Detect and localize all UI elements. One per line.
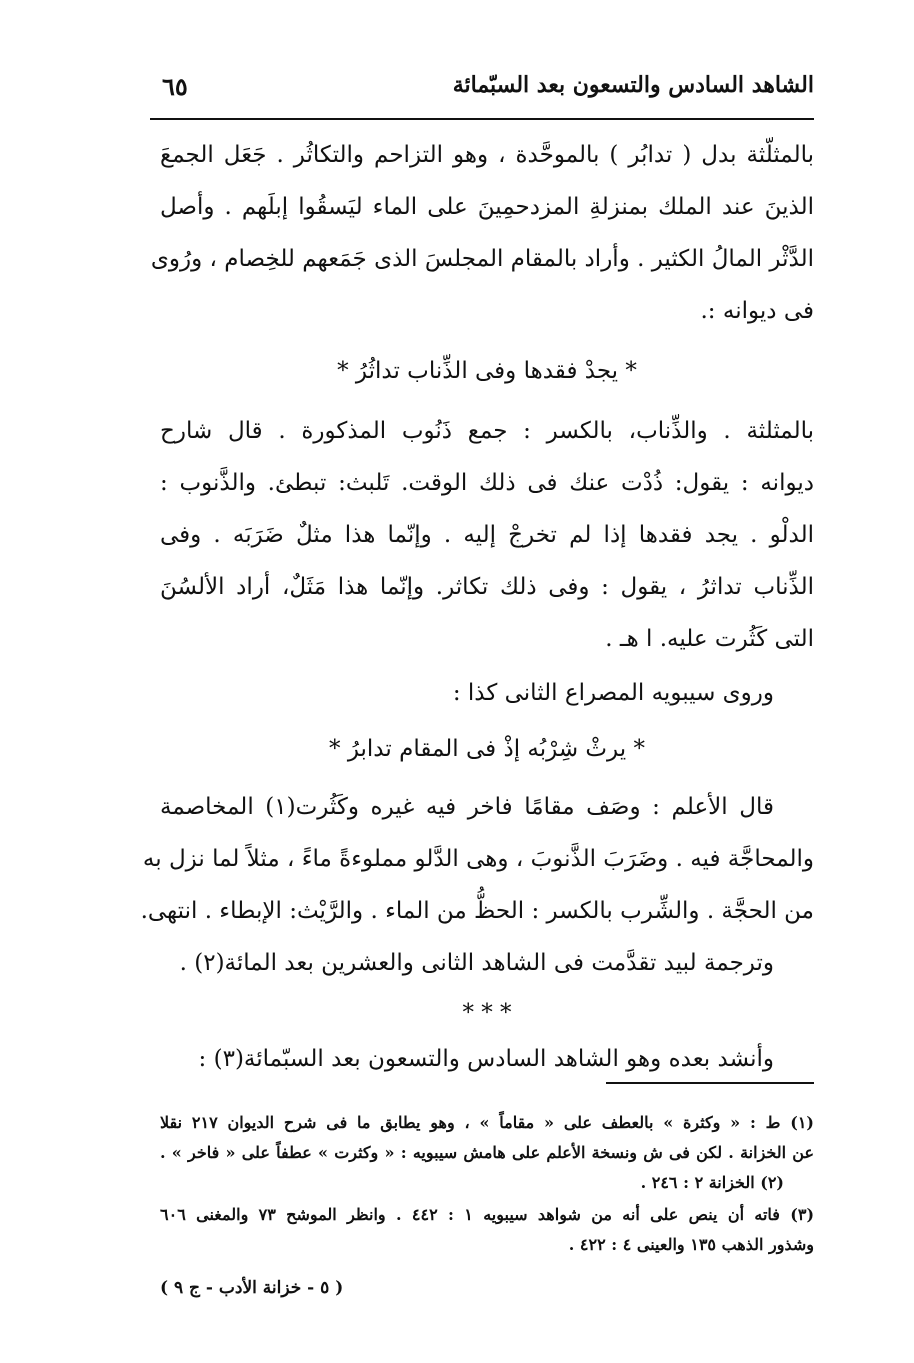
- footnote-line: وشذور الذهب ١٣٥ والعينى ٤ : ٤٢٢ .: [568, 1235, 814, 1254]
- body-line: الدلْو . يجد فقدها إذا لم تخرجْ إليه . وإنّما هذا مثلٌ ضَرَبَه . وفى: [160, 522, 814, 548]
- running-header: [150, 70, 814, 110]
- body-line: وأنشد بعده وهو الشاهد السادس والتسعون بعد السبّمائة(٣) :: [198, 1046, 774, 1072]
- running-title: الشاهد السادس والتسعون بعد السبّمائة: [452, 72, 814, 98]
- verse-line: * يرثْ شِرْبُه إذْ فى المقام تدابرُ *: [329, 736, 645, 762]
- body-line: بالمثلثة . والذِّناب، بالكسر : جمع ذَنُوب المذكورة . قال شارح: [160, 418, 814, 444]
- footnote-line: (٣) فاته أن ينص على أنه من شواهد سيبويه ١ : ٤٤٢ . وانظر الموشح ٧٣ والمغنى ٦٠٦: [160, 1205, 815, 1224]
- body-line: التى كَثُرت عليه. ا هـ .: [605, 626, 814, 652]
- body-line: والمحاجَّة فيه . وضَرَبَ الذَّنوبَ ، وهى الدَّلو مملوءةً ماءً ، مثلاً لما نزل به: [142, 846, 814, 872]
- section-divider: * * *: [462, 1000, 512, 1026]
- body-line: قال الأعلم : وصَف مقامًا فاخر فيه غيره وكَثُرت(١) المخاصمة: [160, 794, 774, 820]
- body-line: الدَّثْر المالُ الكثير . وأراد بالمقام المجلسَ الذى جَمَعهم للخِصام ، ورُوى: [150, 246, 814, 272]
- body-line: وترجمة لبيد تقدَّمت فى الشاهد الثانى والعشرين بعد المائة(٢) .: [179, 950, 774, 976]
- body-line: فى ديوانه :.: [700, 298, 814, 324]
- verse-line: * يجدْ فقدها وفى الذِّناب تداثُرُ *: [337, 358, 637, 384]
- footnote-line: عن الخزانة . لكن فى ش ونسخة الأعلم على هامش سيبويه : « وكثرت » عطفاً على « فاخر » .: [160, 1143, 814, 1162]
- body-line: الذينَ عند الملك بمنزلةِ المزدحمِينَ على الماء ليَسقُوا إبلَهم . وأصل: [160, 194, 814, 220]
- footnote-line: (٢) الخزانة ٢ : ٢٤٦ .: [640, 1173, 784, 1192]
- page-number: ٦٥: [162, 72, 188, 101]
- footnote-rule: [606, 1082, 814, 1084]
- body-line: من الحجَّة . والشِّرب بالكسر : الحظُّ من الماء . والرَّيْث: الإبطاء . انتهى.: [140, 898, 814, 924]
- header-rule: [150, 118, 814, 120]
- body-line: الذِّناب تداثرُ ، يقول : وفى ذلك تكاثر. وإنّما هذا مَثَلٌ، أراد الألسُنَ: [160, 574, 814, 600]
- signature-mark: ( ٥ - خزانة الأدب - ج ٩ ): [160, 1278, 344, 1298]
- body-line: ديوانه : يقول: ذُدْت عنك فى ذلك الوقت. تَلبث: تبطئ. والذَّنوب :: [160, 470, 814, 496]
- body-line: بالمثلّثة بدل ( تدابُر ) بالموحَّدة ، وهو التزاحم والتكاثُر . جَعَل الجمعَ: [160, 142, 814, 168]
- footnote-line: (١) ط : « وكثرة » بالعطف على « مقاماً » ، وهو يطابق ما فى شرح الديوان ٢١٧ نقلا: [160, 1113, 814, 1132]
- body-line: وروى سيبويه المصراع الثانى كذا :: [452, 680, 774, 706]
